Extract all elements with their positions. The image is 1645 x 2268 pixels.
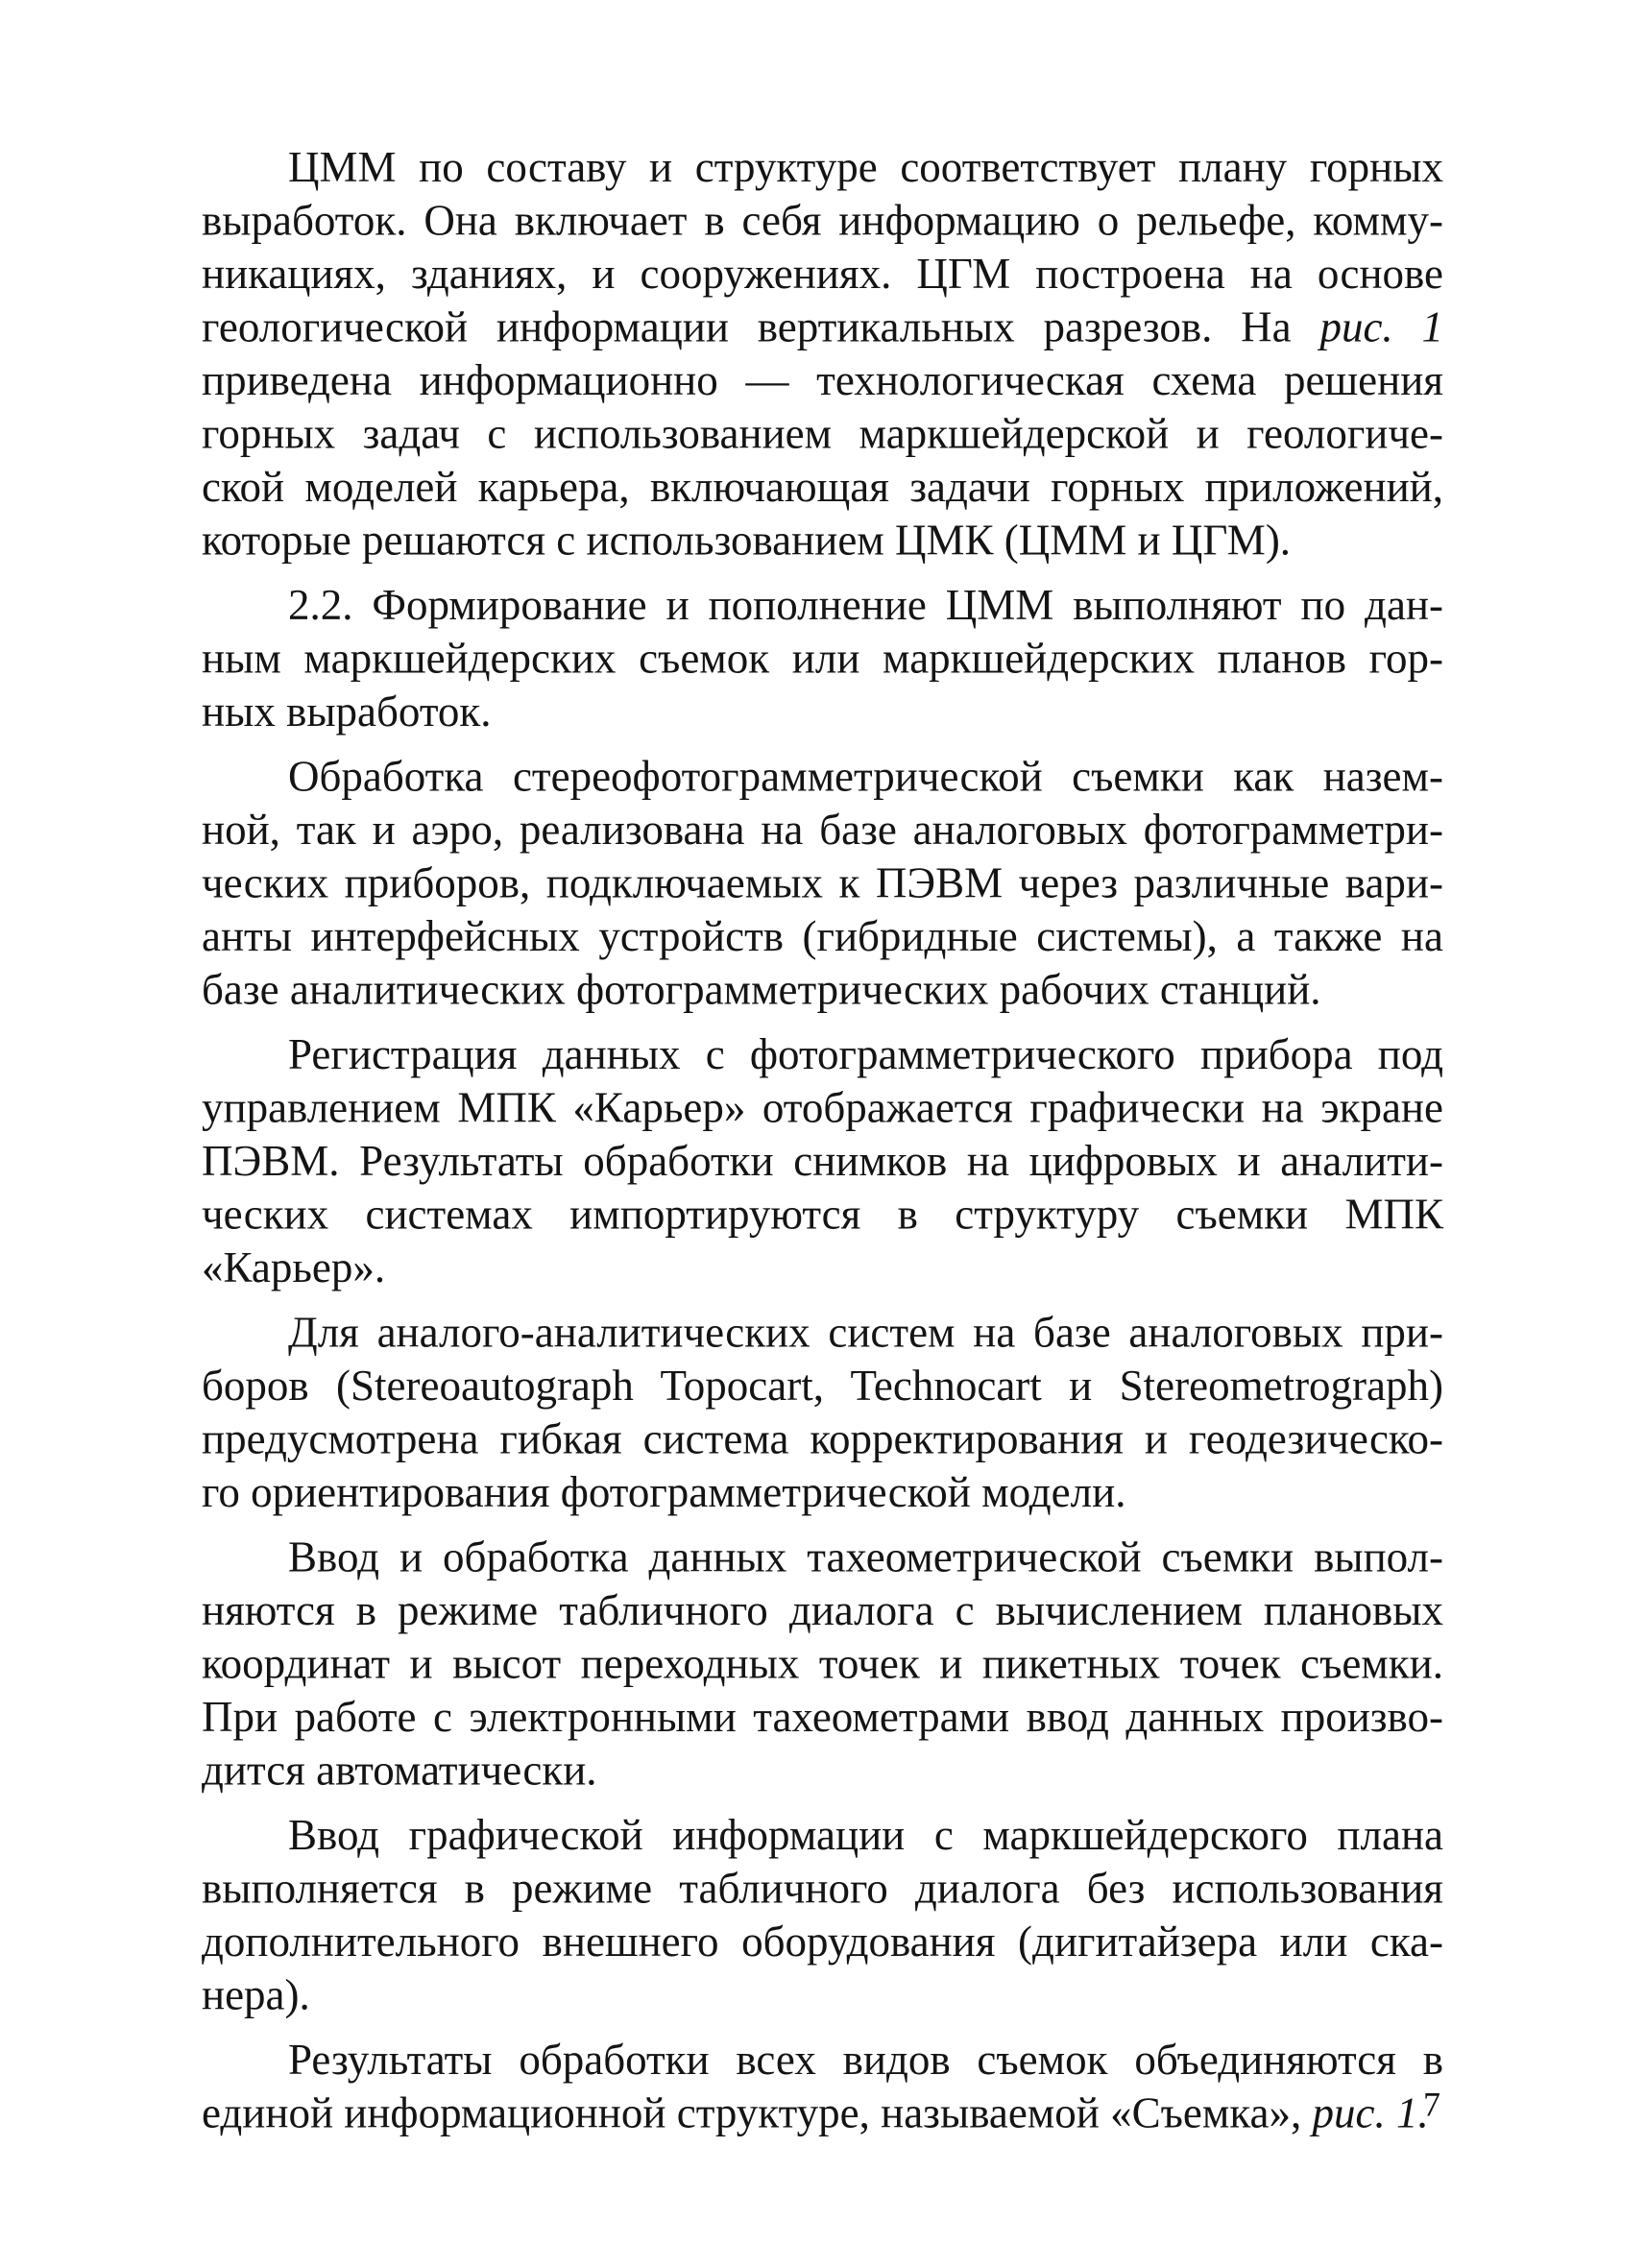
text-line: ческих системах импортируются в структуру съемки МПК xyxy=(202,1191,1443,1239)
text-line: Регистрация данных с фотограмметрического прибора под xyxy=(288,1031,1443,1079)
figure-reference: рис. 1. xyxy=(1312,2089,1429,2137)
text-line: никациях, зданиях, и сооружениях. ЦГМ построена на основе xyxy=(202,251,1443,299)
text-line: боров (Stereoautograph Topocart, Technocart и Stereometrograph) xyxy=(202,1363,1443,1411)
text-line: выработок. Она включает в себя информацию о рельефе, комму- xyxy=(202,197,1443,245)
text-line: Для аналого-аналитических систем на базе аналоговых при- xyxy=(288,1309,1443,1357)
text-line: предусмотрена гибкая система корректирования и геодезическо- xyxy=(202,1415,1443,1463)
text-line: ных выработок. xyxy=(202,688,492,736)
text-line: горных задач с использованием маркшейдерской и геологиче- xyxy=(202,410,1443,458)
text-line: дится автоматически. xyxy=(202,1747,597,1795)
paragraph-6 xyxy=(202,1532,1443,1798)
text-line: нера). xyxy=(202,1971,310,2019)
body-text xyxy=(202,141,1443,2152)
text-line: ным маркшейдерских съемок или маркшейдерских планов гор- xyxy=(202,635,1443,683)
text-line: 2.2. Формирование и пополнение ЦММ выполняют по дан- xyxy=(288,582,1443,630)
text-line: Ввод и обработка данных тахеометрической съемки выпол- xyxy=(288,1533,1443,1581)
paragraph-5 xyxy=(202,1307,1443,1520)
text-line: координат и высот переходных точек и пикетных точек съемки. xyxy=(202,1640,1443,1688)
text-line: ской моделей карьера, включающая задачи горных приложений, xyxy=(202,464,1443,512)
page-number: 7 xyxy=(1423,2087,1440,2125)
text-line: ПЭВМ. Результаты обработки снимков на цифровых и аналити- xyxy=(202,1138,1443,1186)
text-line: базе аналитических фотограмметрических рабочих станций. xyxy=(202,966,1321,1014)
paragraph-1 xyxy=(202,141,1443,567)
paragraph-8 xyxy=(202,2034,1443,2140)
text-line: которые решаются с использованием ЦМК (ЦММ и ЦГМ). xyxy=(202,517,1292,565)
text-line xyxy=(202,302,1443,355)
figure-reference: рис. 1 xyxy=(1319,303,1443,351)
text-line: ной, так и аэро, реализована на базе аналоговых фотограмметри- xyxy=(202,807,1443,855)
text-line: выполняется в режиме табличного диалога без использования xyxy=(202,1865,1443,1913)
paragraph-7 xyxy=(202,1809,1443,2022)
text-line: ческих приборов, подключаемых к ПЭВМ через различные вари- xyxy=(202,859,1443,907)
paragraph-3 xyxy=(202,751,1443,1018)
text-line: приведена информационно — технологическая схема решения xyxy=(202,357,1443,405)
text-line: анты интерфейсных устройств (гибридные системы), а также на xyxy=(202,913,1443,961)
text-line-start: геологической информации вертикальных разрезов. На xyxy=(202,303,1320,351)
text-line: Результаты обработки всех видов съемок объединяются в xyxy=(288,2037,1443,2085)
text-line: управлением МПК «Карьер» отображается графически на экране xyxy=(202,1084,1443,1132)
text-line: Ввод графической информации с маркшейдерского плана xyxy=(288,1812,1443,1860)
text-line: дополнительного внешнего оборудования (дигитайзера или ска- xyxy=(202,1918,1443,1966)
paragraph-4 xyxy=(202,1028,1443,1295)
paragraph-2 xyxy=(202,579,1443,739)
text-line: При работе с электронными тахеометрами ввод данных произво- xyxy=(202,1694,1443,1742)
text-line: няются в режиме табличного диалога с вычислением плановых xyxy=(202,1587,1443,1635)
text-line: ЦММ по составу и структуре соответствует плану горных xyxy=(288,144,1443,192)
text-line-start: единой информационной структуре, называемой «Съемка», xyxy=(202,2089,1313,2137)
text-line: го ориентирования фотограмметрической модели. xyxy=(202,1469,1126,1517)
text-line: Обработка стереофотограмметрической съемки как назем- xyxy=(288,753,1443,801)
text-line: «Карьер». xyxy=(202,1244,386,1292)
text-line xyxy=(202,2087,1443,2141)
